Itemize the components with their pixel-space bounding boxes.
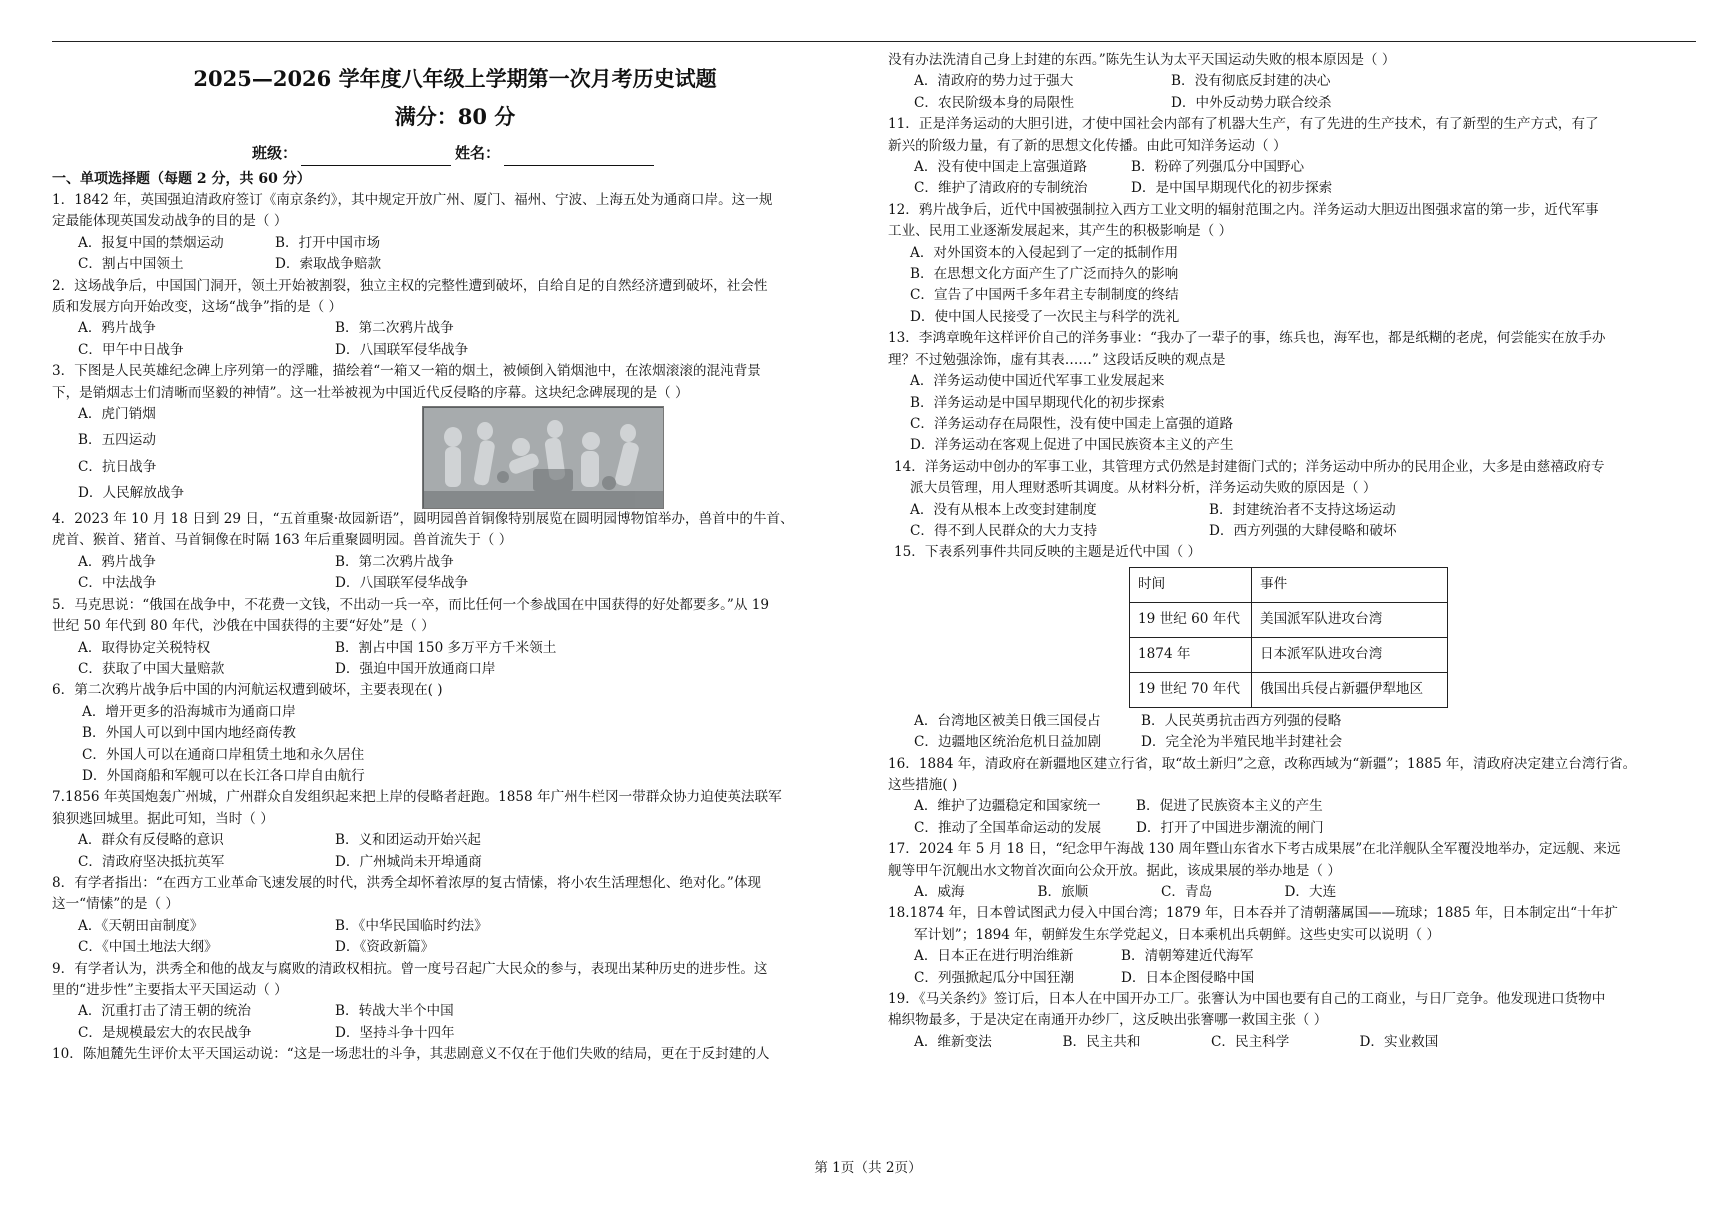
question-text: 15．下表系列事件共同反映的主题是近代中国（ ） xyxy=(894,544,1202,561)
option: A．台湾地区被美日俄三国侵占 xyxy=(914,712,1101,729)
option: B．割占中国 150 多万平方千米领土 xyxy=(335,639,557,656)
exam-title: 2025—2026 学年度八年级上学期第一次月考历史试题 xyxy=(193,66,717,91)
table-row xyxy=(1130,672,1448,707)
option: C．割占中国领土 xyxy=(78,256,184,273)
table-cell: 1874 年 xyxy=(1130,637,1252,672)
option: A．鸦片战争 xyxy=(78,320,156,337)
options xyxy=(888,157,1348,200)
option: D．西方列强的大肆侵略和破坏 xyxy=(1209,522,1397,539)
options xyxy=(52,916,592,959)
table-header-row xyxy=(1130,567,1448,602)
class-field[interactable] xyxy=(301,148,451,166)
right-column xyxy=(888,50,1694,1053)
option: C．清政府坚决抵抗英军 xyxy=(78,853,225,870)
question-text: 军计划”；1894 年，朝鲜发生东学党起义，日本乘机出兵朝鲜。这些史实可以说明（ ） xyxy=(914,926,1440,943)
option: B．洋务运动是中国早期现代化的初步探索 xyxy=(910,394,1165,411)
relief-sculpture-image xyxy=(422,406,664,509)
question-text: 没有办法洗清自己身上封建的东西。”陈先生认为太平天国运动失败的根本原因是（ ） xyxy=(888,52,1396,68)
option: A．清政府的势力过于强大 xyxy=(914,73,1074,90)
option: A．维新变法 xyxy=(914,1033,992,1050)
table-header: 时间 xyxy=(1130,567,1252,602)
relief-figures-icon xyxy=(423,407,664,509)
option: C．维护了清政府的专制统治 xyxy=(914,180,1088,197)
question-15 xyxy=(888,542,1694,753)
question-text: 2．这场战争后，中国国门洞开，领土开始被割裂，独立主权的完整性遭到破坏，自给自足的自然经济遭到破坏，社会性 xyxy=(52,277,768,294)
option: D．大连 xyxy=(1284,884,1337,900)
question-text: 1．1842 年，英国强迫清政府签订《南京条约》，其中规定开放广州、厦门、福州、宁波、上海五处为通商口岸。这一规 xyxy=(52,192,773,208)
question-9 xyxy=(52,959,858,1045)
question-text: 派大员管理，用人理财悉听其调度。从材料分析，洋务运动失败的原因是（ ） xyxy=(910,480,1377,497)
option: D．广州城尚未开埠通商 xyxy=(335,853,482,870)
question-text: 17．2024 年 5 月 18 日，“纪念甲午海战 130 周年暨山东省水下考古成果展”在北洋舰队全军覆没地举办，定远舰、来远 xyxy=(888,841,1621,858)
table-cell: 19 世纪 60 年代 xyxy=(1130,602,1252,637)
question-13 xyxy=(888,328,1694,456)
table-row xyxy=(1130,637,1448,672)
name-label: 姓名： xyxy=(455,144,501,162)
option: B．外国人可以到中国内地经商传教 xyxy=(82,725,296,742)
question-text: 狼狈逃回城里。据此可知，当时（ ） xyxy=(52,810,274,827)
option: D．中外反动势力联合绞杀 xyxy=(1171,94,1332,111)
option: B．打开中国市场 xyxy=(275,234,381,251)
option: C．农民阶级本身的局限性 xyxy=(914,94,1074,111)
question-text: 下，是销烟志士们清晰而坚毅的神情”。这一壮举被视为中国近代反侵略的序幕。这块纪念碑展现的是（ ） xyxy=(52,384,689,401)
option: C．列强掀起瓜分中国狂潮 xyxy=(914,969,1074,986)
option: A．虎门销烟 xyxy=(78,406,156,423)
option: A．沉重打击了清王朝的统治 xyxy=(78,1003,251,1020)
question-text: 质和发展方向开始改变，这场“战争”指的是（ ） xyxy=(52,299,343,316)
question-text: 虎首、猴首、猪首、马首铜像在时隔 163 年后重聚圆明园。兽首流失于（ ） xyxy=(52,532,513,549)
option: B．《中华民国临时约法》 xyxy=(335,917,488,934)
option: C．青岛 xyxy=(1161,884,1213,900)
option: B．转战大半个中国 xyxy=(335,1003,454,1020)
option: A．没有使中国走上富强道路 xyxy=(914,159,1087,176)
question-18 xyxy=(888,903,1694,989)
full-score: 满分：80 分 xyxy=(394,104,516,129)
question-10 xyxy=(52,1044,858,1065)
options xyxy=(888,946,1328,989)
option: C．得不到人民群众的大力支持 xyxy=(910,522,1098,539)
option: B．封建统治者不支持这场运动 xyxy=(1209,501,1396,518)
options xyxy=(888,1032,1508,1053)
question-text: 5．马克思说：“俄国在战争中，不花费一文钱，不出动一兵一卒，而比任何一个参战国在中国获得的好处都要多。”从 19 xyxy=(52,596,770,613)
top-rule xyxy=(52,41,1696,42)
option: B．第二次鸦片战争 xyxy=(335,320,454,337)
question-1 xyxy=(52,190,858,276)
options xyxy=(52,552,592,595)
question-text: 12．鸦片战争后，近代中国被强制拉入西方工业文明的辐射范围之内。洋务运动大胆迈出图强求富的第一步，近代军事 xyxy=(888,201,1599,218)
option: C．中法战争 xyxy=(78,575,157,592)
option: D．日本企图侵略中国 xyxy=(1121,969,1255,986)
question-11 xyxy=(888,114,1694,200)
option: A．《天朝田亩制度》 xyxy=(78,917,204,934)
question-text: 8．有学者指出：“在西方工业革命飞速发展的时代，洪秀全却怀着浓厚的复古情愫，将小农生活理想化、绝对化。”体现 xyxy=(52,874,762,891)
option: D．是中国早期现代化的初步探索 xyxy=(1131,180,1333,197)
question-14 xyxy=(888,457,1694,543)
question-10-continued xyxy=(888,50,1694,114)
option: B．没有彻底反封建的决心 xyxy=(1171,73,1331,90)
option: A．取得协定关税特权 xyxy=(78,639,211,656)
section-heading: 一、单项选择题（每题 2 分，共 60 分） xyxy=(52,171,311,187)
option: B．促进了民族资本主义的产生 xyxy=(1136,798,1323,815)
option: A．对外国资本的入侵起到了一定的抵制作用 xyxy=(910,244,1179,261)
option: B．人民英勇抗击西方列强的侵略 xyxy=(1141,712,1342,729)
question-text: 工业、民用工业逐渐发展起来，其产生的积极影响是（ ） xyxy=(888,223,1233,240)
option: B．五四运动 xyxy=(78,432,156,449)
question-text: 棉织物最多，于是决定在南通开办纱厂，这反映出张謇哪一救国主张（ ） xyxy=(888,1012,1328,1029)
option: A．没有从根本上改变封建制度 xyxy=(910,501,1097,518)
options xyxy=(888,71,1428,114)
option: A．鸦片战争 xyxy=(78,553,156,570)
option: D．索取战争赔款 xyxy=(275,256,382,273)
question-text: 新兴的阶级力量，有了新的思想文化传播。由此可知洋务运动（ ） xyxy=(888,137,1287,154)
question-text: 里的“进步性”主要指太平天国运动（ ） xyxy=(52,982,288,998)
options xyxy=(52,404,422,509)
question-3 xyxy=(52,361,858,509)
option: B．民主共和 xyxy=(1062,1033,1141,1050)
question-6 xyxy=(52,680,858,787)
options xyxy=(52,702,858,788)
options xyxy=(52,1001,592,1044)
class-label: 班级： xyxy=(251,144,297,162)
option: B．第二次鸦片战争 xyxy=(335,553,454,570)
table-header: 事件 xyxy=(1252,567,1448,602)
question-17 xyxy=(888,839,1694,903)
question-text: 11．正是洋务运动的大胆引进，才使中国社会内部有了机器大生产，有了先进的生产技术，有了新型的生产方式，有了 xyxy=(888,116,1599,133)
question-2 xyxy=(52,276,858,362)
question-text: 这些措施( ) xyxy=(888,776,958,793)
option: A．增开更多的沿海城市为通商口岸 xyxy=(82,703,296,720)
option: A．日本正在进行明治维新 xyxy=(914,948,1074,965)
options xyxy=(888,711,1368,754)
option: C．甲午中日战争 xyxy=(78,341,184,358)
question-19 xyxy=(888,989,1694,1053)
question-text: 18.1874 年，日本曾试图武力侵入中国台湾；1879 年，日本吞并了清朝藩属国——琉球；1885 年，日本制定出“十年扩 xyxy=(888,905,1618,922)
option: D．打开了中国进步潮流的闸门 xyxy=(1136,819,1324,836)
option: C．获取了中国大量赔款 xyxy=(78,660,225,677)
option: A．维护了边疆稳定和国家统一 xyxy=(914,798,1101,815)
question-text: 13．李鸿章晚年这样评价自己的洋务事业：“我办了一辈子的事，练兵也，海军也，都是纸糊的老虎，何尝能实在放手办 xyxy=(888,330,1606,347)
question-16 xyxy=(888,754,1694,840)
option: D．完全沦为半殖民地半封建社会 xyxy=(1141,734,1343,751)
table-cell: 俄国出兵侵占新疆伊犁地区 xyxy=(1252,672,1448,707)
option: D．八国联军侵华战争 xyxy=(335,341,469,358)
question-text: 舰等甲午沉舰出水文物首次面向公众开放。据此，该成果展的举办地是（ ） xyxy=(888,862,1341,879)
question-text: 这一“情愫”的是（ ） xyxy=(52,896,179,913)
name-field[interactable] xyxy=(504,148,654,166)
left-column xyxy=(52,50,858,1066)
student-info xyxy=(52,140,858,166)
question-text: 16．1884 年，清政府在新疆地区建立行省，取“故土新归”之意，改称西域为“新疆”；1885 年，清政府决定建立台湾行省。 xyxy=(888,755,1637,772)
question-7 xyxy=(52,787,858,873)
option: C．《中国土地法大纲》 xyxy=(78,939,218,956)
option: D．《资政新篇》 xyxy=(335,939,435,956)
option: C．边疆地区统治危机日益加剧 xyxy=(914,734,1102,751)
question-8 xyxy=(52,873,858,959)
option: B．在思想文化方面产生了广泛而持久的影响 xyxy=(910,266,1179,283)
option: C．外国人可以在通商口岸租赁土地和永久居住 xyxy=(82,746,365,763)
option: A．威海 xyxy=(914,884,965,900)
question-text: 7.1856 年英国炮轰广州城，广州群众自发组织起来把上岸的侵略者赶跑。1858 年广州牛栏冈一带群众协力迫使英法联军 xyxy=(52,789,782,806)
option: D．人民解放战争 xyxy=(78,484,185,501)
options xyxy=(52,638,592,681)
question-5 xyxy=(52,595,858,681)
question-text: 9．有学者认为，洪秀全和他的战友与腐败的清政权相抗。曾一度号召起广大民众的参与，表现出某种历史的进步性。这 xyxy=(52,960,768,977)
options xyxy=(888,500,1508,543)
option: C．洋务运动存在局限性，没有使中国走上富强的道路 xyxy=(910,415,1234,432)
question-3-body xyxy=(52,404,858,509)
question-text: 6．第二次鸦片战争后中国的内河航运权遭到破坏，主要表现在( ) xyxy=(52,682,443,699)
options xyxy=(52,233,472,276)
question-text: 理？不过勉强涂饰，虚有其表……” 这段话反映的观点是 xyxy=(888,351,1226,368)
option: C．是规模最宏大的农民战争 xyxy=(78,1024,252,1041)
question-4 xyxy=(52,509,858,595)
question-text: 10．陈旭麓先生评价太平天国运动说：“这是一场悲壮的斗争，其悲剧意义不仅在于他们失败的结局，更在于反封建的人 xyxy=(52,1046,770,1063)
table-cell: 日本派军队进攻台湾 xyxy=(1252,637,1448,672)
option: D．强迫中国开放通商口岸 xyxy=(335,660,496,677)
table-cell: 19 世纪 70 年代 xyxy=(1130,672,1252,707)
option: C．民主科学 xyxy=(1211,1033,1290,1050)
option: B．义和团运动开始兴起 xyxy=(335,832,481,849)
options xyxy=(888,243,1694,329)
question-text: 3．下图是人民英雄纪念碑上序列第一的浮雕，描绘着“一箱又一箱的烟土，被倾倒入销烟池中，在浓烟滚滚的混沌背景 xyxy=(52,363,761,380)
question-text: 4．2023 年 10 月 18 日到 29 日，“五首重聚·故园新语”，圆明园兽首铜像特别展览在圆明园博物馆举办，兽首中的牛首、 xyxy=(52,511,794,528)
option: D．洋务运动在客观上促进了中国民族资本主义的产生 xyxy=(910,437,1234,454)
option: B．旅顺 xyxy=(1037,884,1089,900)
options xyxy=(52,318,592,361)
option: C．宣告了中国两千多年君主专制制度的终结 xyxy=(910,287,1179,304)
option: D．实业救国 xyxy=(1359,1033,1439,1050)
option: A．报复中国的禁烟运动 xyxy=(78,234,224,251)
option: C．推动了全国革命运动的发展 xyxy=(914,819,1102,836)
option: B．清朝筹建近代海军 xyxy=(1121,948,1254,965)
question-12 xyxy=(888,200,1694,328)
options xyxy=(888,882,1408,903)
options xyxy=(888,371,1694,457)
question-text: 14．洋务运动中创办的军事工业，其管理方式仍然是封建衙门式的；洋务运动中所办的民用企业，大多是由慈禧政府专 xyxy=(894,458,1605,475)
option: D．坚持斗争十四年 xyxy=(335,1024,455,1041)
option: A．洋务运动使中国近代军事工业发展起来 xyxy=(910,373,1165,390)
option: A．群众有反侵略的意识 xyxy=(78,832,224,849)
option: D．外国商船和军舰可以在长江各口岸自由航行 xyxy=(82,767,365,784)
page-number: 第 1页（共 2页） xyxy=(814,1160,922,1176)
options xyxy=(52,830,592,873)
option: B．粉碎了列强瓜分中国野心 xyxy=(1131,159,1305,176)
question-text: 世纪 50 年代到 80 年代，沙俄在中国获得的主要“好处”是（ ） xyxy=(52,618,435,635)
option: C．抗日战争 xyxy=(78,458,157,475)
table-cell: 美国派军队进攻台湾 xyxy=(1252,602,1448,637)
option: D．使中国人民接受了一次民主与科学的洗礼 xyxy=(910,308,1180,325)
options xyxy=(888,796,1358,839)
events-table xyxy=(1129,567,1448,708)
question-text: 19．《马关条约》签订后，日本人在中国开办工厂。张謇认为中国也要有自己的工商业，与日厂竞争。他发现进口货物中 xyxy=(888,991,1606,1008)
table-row xyxy=(1130,602,1448,637)
option: D．八国联军侵华战争 xyxy=(335,575,469,592)
question-text: 定最能体现英国发动战争的目的是（ ） xyxy=(52,213,288,230)
